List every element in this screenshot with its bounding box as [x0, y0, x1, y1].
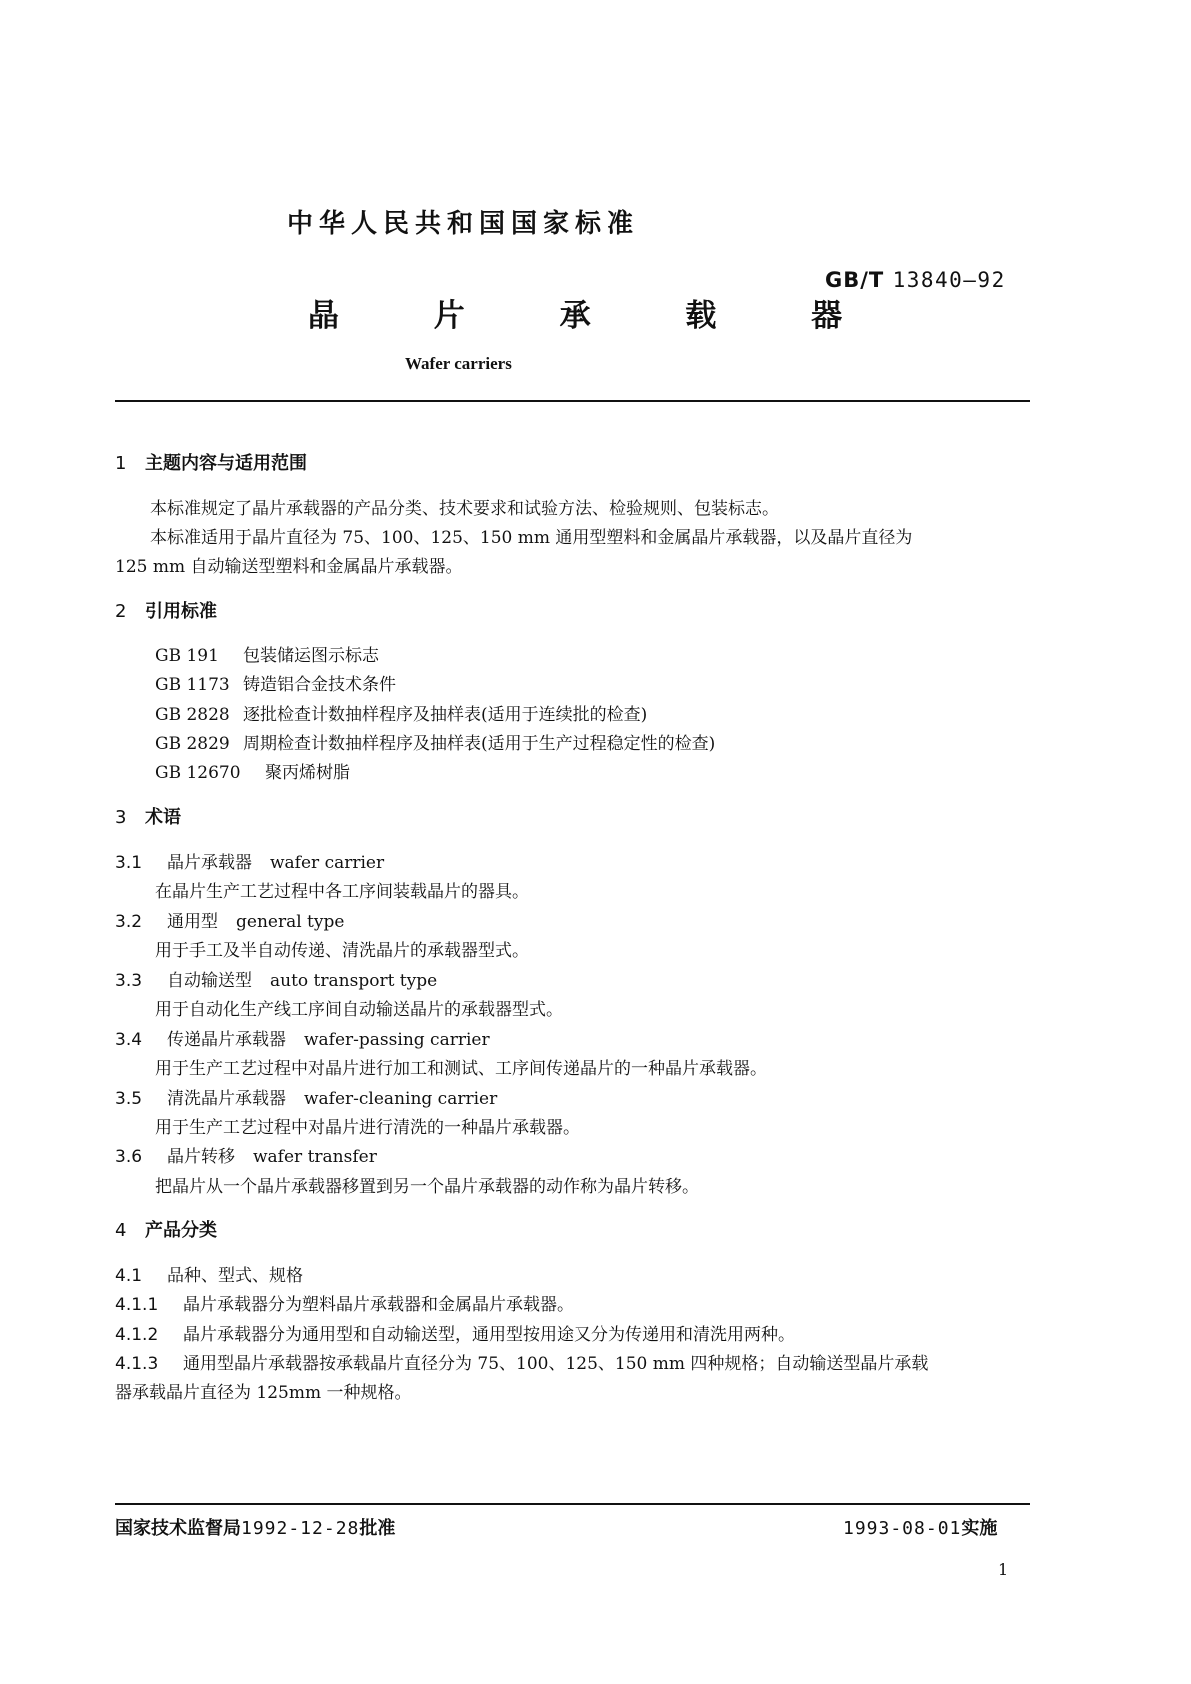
- term-number: 3.2: [115, 912, 143, 932]
- clause-number: 4.1: [115, 1266, 143, 1286]
- term-entry: [115, 1084, 497, 1109]
- reference-code: GB 191: [155, 646, 219, 666]
- paragraph: 本标准规定了晶片承载器的产品分类、技术要求和试验方法、检验规则、包装标志。: [150, 499, 779, 519]
- clause-number: 4.1.3: [115, 1354, 159, 1374]
- approver: 国家技术监督局: [115, 1518, 241, 1539]
- term-en: general type: [236, 912, 345, 932]
- term-cn: 传递晶片承载器: [167, 1030, 286, 1050]
- term-en: wafer-cleaning carrier: [304, 1089, 498, 1109]
- term-number: 3.4: [115, 1030, 143, 1050]
- term-entry: [115, 966, 437, 991]
- clause-4-1-3: [115, 1349, 928, 1374]
- section-3-heading: [115, 803, 181, 829]
- reference-name: 逐批检查计数抽样程序及抽样表(适用于连续批的检查): [243, 705, 648, 725]
- standard-code-prefix: GB/T: [825, 268, 885, 292]
- term-en: wafer-passing carrier: [304, 1030, 490, 1050]
- term-entry: [115, 907, 344, 932]
- reference-code: GB 1173: [155, 675, 230, 695]
- reference-item: [155, 729, 715, 754]
- reference-item: [155, 758, 350, 783]
- term-definition: 用于生产工艺过程中对晶片进行清洗的一种晶片承载器。: [155, 1118, 580, 1138]
- term-definition: 用于手工及半自动传递、清洗晶片的承载器型式。: [155, 941, 529, 961]
- clause-text: 品种、型式、规格: [167, 1266, 303, 1286]
- term-definition: 在晶片生产工艺过程中各工序间装载晶片的器具。: [155, 882, 529, 902]
- term-cn: 清洗晶片承载器: [167, 1089, 286, 1109]
- paragraph: 本标准适用于晶片直径为 75、100、125、150 mm 通用型塑料和金属晶片承载器，以及晶片直径为: [150, 528, 913, 548]
- term-cn: 通用型: [167, 912, 218, 932]
- paragraph: 125 mm 自动输送型塑料和金属晶片承载器。: [115, 557, 463, 577]
- section-title: 引用标准: [145, 601, 217, 622]
- country-standard-heading: 中华人民共和国国家标准: [287, 209, 640, 239]
- term-en: wafer carrier: [270, 853, 385, 873]
- term-en: wafer transfer: [253, 1147, 377, 1167]
- section-number: 4: [115, 1220, 127, 1241]
- clause-4-1: [115, 1261, 303, 1286]
- term-entry: [115, 848, 384, 873]
- clause-text-continued: 器承载晶片直径为 125mm 一种规格。: [115, 1383, 412, 1403]
- approval-suffix: 批准: [359, 1518, 396, 1539]
- reference-code: GB 2829: [155, 734, 230, 754]
- term-number: 3.6: [115, 1147, 143, 1167]
- header-divider: [115, 400, 1030, 402]
- reference-name: 聚丙烯树脂: [265, 763, 350, 783]
- section-title: 术语: [145, 807, 181, 828]
- section-4-heading: [115, 1216, 217, 1242]
- section-title: 主题内容与适用范围: [145, 453, 307, 474]
- term-number: 3.1: [115, 853, 143, 873]
- term-definition: 把晶片从一个晶片承载器移置到另一个晶片承载器的动作称为晶片转移。: [155, 1177, 699, 1197]
- reference-item: [155, 641, 379, 666]
- approval-date: 1992-12-28: [241, 1518, 360, 1539]
- term-cn: 晶片承载器: [167, 853, 252, 873]
- clause-4-1-2: [115, 1320, 795, 1345]
- document-title-en: Wafer carriers: [405, 354, 512, 373]
- section-number: 1: [115, 453, 127, 474]
- page-number: 1: [998, 1560, 1009, 1579]
- footer-divider: [115, 1503, 1030, 1505]
- clause-number: 4.1.2: [115, 1325, 159, 1345]
- clause-number: 4.1.1: [115, 1295, 159, 1315]
- approval-info: [115, 1514, 395, 1540]
- term-entry: [115, 1025, 490, 1050]
- reference-code: GB 12670: [155, 763, 241, 783]
- term-entry: [115, 1142, 377, 1167]
- section-2-heading: [115, 597, 217, 623]
- clause-text: 晶片承载器分为塑料晶片承载器和金属晶片承载器。: [183, 1295, 574, 1315]
- term-number: 3.5: [115, 1089, 143, 1109]
- reference-name: 周期检查计数抽样程序及抽样表(适用于生产过程稳定性的检查): [243, 734, 716, 754]
- reference-name: 铸造铝合金技术条件: [243, 675, 396, 695]
- clause-text: 通用型晶片承载器按承载晶片直径分为 75、100、125、150 mm 四种规格；自动输送型晶片承载: [183, 1354, 929, 1374]
- clause-4-1-1: [115, 1290, 574, 1315]
- term-cn: 自动输送型: [167, 971, 252, 991]
- standard-code-number: 13840—92: [892, 268, 1006, 292]
- reference-code: GB 2828: [155, 705, 230, 725]
- section-1-heading: [115, 449, 307, 475]
- section-number: 3: [115, 807, 127, 828]
- standard-code: [825, 268, 1006, 292]
- term-definition: 用于生产工艺过程中对晶片进行加工和测试、工序间传递晶片的一种晶片承载器。: [155, 1059, 767, 1079]
- reference-item: [155, 670, 396, 695]
- reference-name: 包装储运图示标志: [243, 646, 379, 666]
- term-definition: 用于自动化生产线工序间自动输送晶片的承载器型式。: [155, 1000, 563, 1020]
- term-number: 3.3: [115, 971, 143, 991]
- effective-suffix: 实施: [961, 1518, 998, 1539]
- document-title-cn: 晶 片 承 载 器: [308, 298, 885, 334]
- section-number: 2: [115, 601, 127, 622]
- clause-text: 晶片承载器分为通用型和自动输送型，通用型按用途又分为传递用和清洗用两种。: [183, 1325, 795, 1345]
- section-title: 产品分类: [145, 1220, 217, 1241]
- reference-item: [155, 700, 647, 725]
- term-cn: 晶片转移: [167, 1147, 235, 1167]
- term-en: auto transport type: [270, 971, 438, 991]
- effective-date: 1993-08-01: [843, 1518, 962, 1539]
- effective-info: [843, 1514, 997, 1540]
